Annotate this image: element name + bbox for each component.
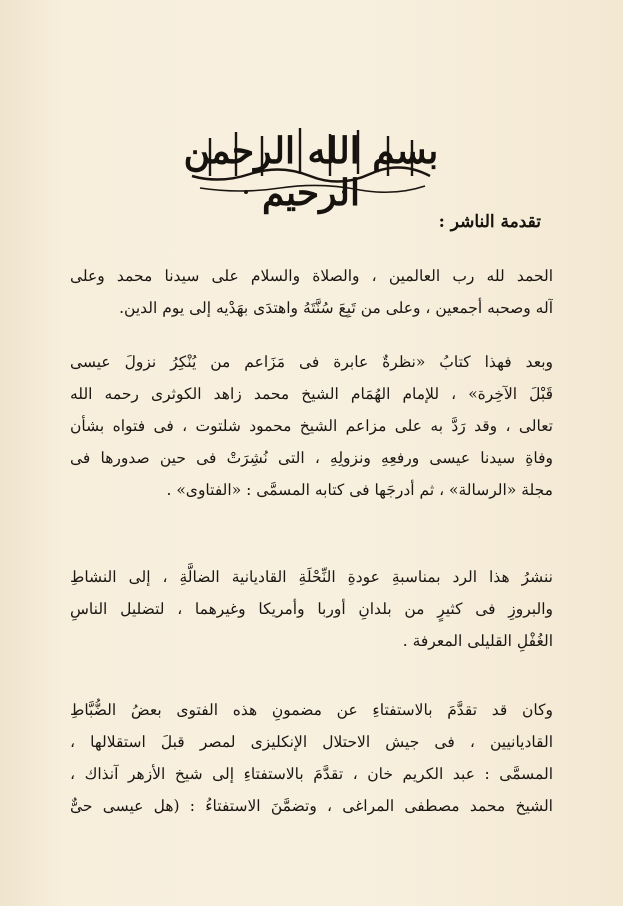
paragraph-1: [70, 260, 553, 324]
paragraph-line: الغُفْلِ القليلى المعرفة .: [402, 632, 553, 650]
paragraph-line: مجلة «الرسالة» ، ثم أدرجَها فى كتابه المسمَّى : «الفتاوى» .: [166, 481, 553, 499]
paragraph-line: تعالى ، وقد رَدَّ به على مزاعم الشيخ محمود شلتوت ، فى فتواه بشأن: [70, 417, 553, 435]
paragraph-line: وفاةِ سيدنا عيسى ورفعِهِ ونزولِهِ ، التى نُشِرَتْ فى حين صدورها فى: [70, 449, 553, 467]
paragraph-line: قَبْلَ الآخِرة» ، للإمام الهُمَام الشيخ محمد زاهد الكوثرى رحمه الله: [70, 385, 553, 403]
paragraph-line: الشيخ محمد مصطفى المراغى ، وتضمَّنَ الاستفتاءُ : (هل عيسى حىٌّ: [70, 797, 553, 815]
bismillah-text: بسم الله الرحمن الرحيم: [183, 130, 439, 214]
paragraph-line: ننشرُ هذا الرد بمناسبةِ عودةِ النِّحْلَةِ القاديانية الضالَّةِ ، إلى النشاطِ: [70, 568, 553, 586]
paragraph-line: والبروزِ فى كثيرٍ من بلدانِ أوربا وأمريكا وغيرهما ، لتضليل الناسِ: [70, 600, 553, 618]
paragraph-line: المسمَّى : عبد الكريم خان ، تقدَّمَ بالاستفتاءِ إلى شيخ الأزهر آنذاك ،: [70, 765, 553, 783]
bismillah-calligraphy: [180, 118, 442, 214]
paragraph-line: آله وصحبه أجمعين ، وعلى من تَبِعَ سُنَّتَهُ واهتدَى بهَدْيه إلى يوم الدين.: [119, 299, 553, 317]
paragraph-2: [70, 346, 553, 506]
section-heading: تقدمة الناشر :: [438, 212, 541, 232]
paragraph-line: وبعد فهذا كتابُ «نظرةٌ عابرة فى مَزَاعم من يُنْكِرُ نزولَ عيسى: [70, 353, 553, 371]
paragraph-line: الحمد لله رب العالمين ، والصلاة والسلام على سيدنا محمد وعلى: [70, 267, 553, 285]
paragraph-line: القاديانيين ، فى جيش الاحتلال الإنكليزى لمصر قبلَ استقلالها ،: [70, 733, 553, 751]
paragraph-3: [70, 561, 553, 657]
paragraph-4: [70, 694, 553, 822]
paragraph-line: وكان قد تقدَّمَ بالاستفتاءِ عن مضمونِ هذه الفتوى بعضُ الضُّبَّاطِ: [70, 701, 553, 719]
